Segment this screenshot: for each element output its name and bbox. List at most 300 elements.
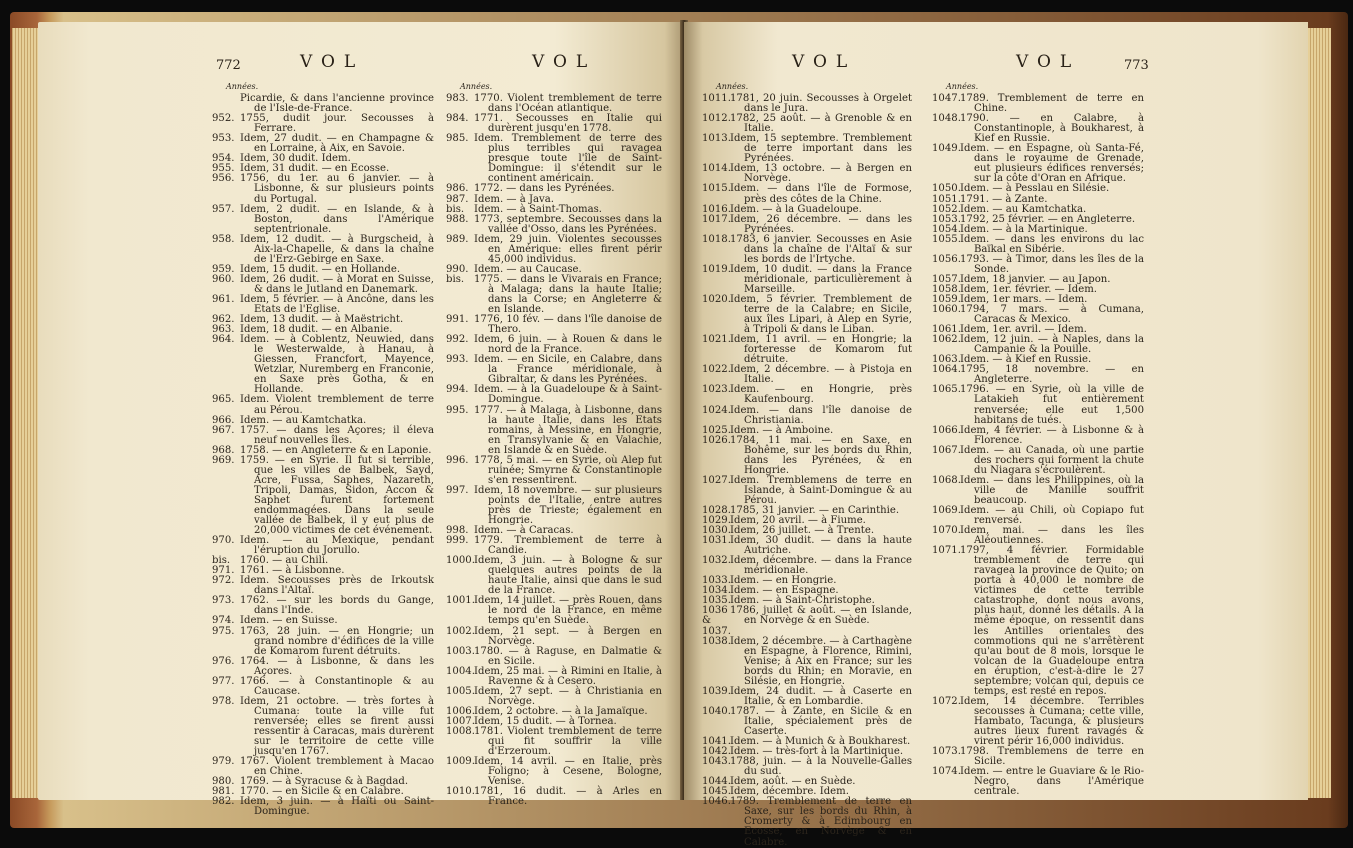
entry-text: 1788, juin. — à la Nouvelle-Galles du sud. (730, 756, 912, 778)
entry-text: Idem. Violent tremblement de terre au Pérou. (240, 394, 434, 416)
entry-number: 1025. (702, 424, 731, 436)
entry (702, 707, 912, 737)
entry-number: 979. (212, 756, 235, 768)
entry-number: 1036 & 1037. (702, 605, 731, 637)
entry-text: Idem. — à Munich & à Boukharest. (730, 736, 911, 748)
entry-number: 1062. (932, 334, 961, 346)
entry-text: 1764. — à Lisbonne, & dans les Açores. (240, 655, 434, 677)
entry (212, 627, 434, 657)
entry-text: 1779. Tremblement de terre à Candie. (474, 535, 662, 557)
entry-text: Idem, 4 février. — à Lisbonne & à Florence. (960, 424, 1144, 446)
entry (702, 385, 912, 405)
entry (446, 335, 662, 355)
entry-number: 1033. (702, 575, 731, 587)
entry (446, 134, 662, 184)
entry-text: 1797, 4 février. Formidable tremblement de terre qui ravagea la province de Quito; on porta à 40,000 le nombre de victimes de cette terrible catastrophe, dont nous avons, plus haut, donné les détails. A la même époque, on ressentit dans les Antilles orientales des commotions qui ne s'arrêtèrent qu'au bout de 8 mois, lorsque le volcan de la Guadeloupe entra en éruption, c'est-à-dire le 27 septembre; volcan qui, depuis ce temps, est resté en repos. (960, 545, 1144, 697)
entry-text: Idem. — à la Guadeloupe & à Saint-Domingue. (474, 384, 662, 406)
entry-text: Idem, 2 décembre. — à Pistoja en Italie. (730, 364, 912, 386)
entry-text: 1770. Violent tremblement de terre dans l'Océan atlantique. (474, 93, 662, 115)
entry-number: 1064. (932, 364, 961, 376)
entry (932, 546, 1144, 697)
entry (932, 526, 1144, 546)
entry-number: 1052. (932, 203, 961, 215)
entry-number: 984. (446, 113, 469, 125)
entry-number: 1058. (932, 283, 961, 295)
entry-number: 1019. (702, 263, 731, 275)
entry-number: 992. (446, 334, 469, 346)
entry (932, 767, 1144, 797)
entry (932, 697, 1144, 747)
entry-number: 1005. (446, 685, 475, 697)
entry (446, 456, 662, 486)
entry-number: 1042. (702, 746, 731, 758)
entry-text: Idem, 30 dudit. Idem. (240, 153, 351, 165)
entry-text: 1790. — en Calabre, à Constantinople, à Boukharest, à Kief en Russie. (960, 113, 1144, 145)
entry (446, 647, 662, 667)
entry-text: Idem. — au Caucase. (474, 263, 582, 275)
entry-text: Idem. — dans l'île danoise de Christiania. (730, 404, 912, 426)
entry-number: 1004. (446, 665, 475, 677)
entry (446, 556, 662, 596)
entry (702, 556, 912, 576)
entry-number: 952. (212, 113, 235, 125)
entry (702, 235, 912, 265)
entry-number: 1003. (446, 645, 475, 657)
entry-text: Idem, 12 juin. — à Naples, dans la Campanie & la Pouille. (960, 334, 1144, 356)
column-heading-annees: Années. (946, 82, 979, 91)
entry-text: Idem, 18 janvier. — au Japon. (960, 273, 1111, 285)
entry-text: Idem. Secousses près de Irkoutsk dans l'Altaï. (240, 575, 434, 597)
entry-text: 1798. Tremblemens de terre en Sicile. (960, 746, 1144, 768)
entry-text: 1773, septembre. Secousses dans la vallée d'Osso, dans les Pyrénées. (474, 213, 662, 235)
entry-number: 1045. (702, 786, 731, 798)
entry-number: 1056. (932, 253, 961, 265)
entry-text: Idem, 25 mai. — à Rimini en Italie, à Ravenne & à Cesero. (474, 665, 662, 687)
entry (446, 627, 662, 647)
entry-text: Idem, 3 juin. — à Haïti ou Saint-Domingue. (240, 796, 434, 818)
entry (446, 536, 662, 556)
entry-number: 976. (212, 655, 235, 667)
column-1 (212, 82, 434, 817)
entry-number: 1010. (446, 786, 475, 798)
entry-number: 1013. (702, 133, 731, 145)
entry (932, 335, 1144, 355)
left-page-edges (12, 28, 38, 798)
left-page (38, 22, 684, 818)
entry-number: 955. (212, 163, 235, 175)
entry-text: 1783, 6 janvier. Secousses en Asie dans la chaîne de l'Altaï & sur les bords de l'Irtyche. (730, 233, 912, 265)
entry (212, 94, 434, 114)
entry (446, 385, 662, 405)
entry-number: 1072. (932, 695, 961, 707)
entry-text: Idem, août. — en Suède. (730, 776, 856, 788)
entry-text: 1780. — à Raguse, en Dalmatie & en Sicile. (474, 645, 662, 667)
entry-text: Idem, 15 septembre. Tremblement de terre important dans les Pyrénées. (730, 133, 912, 165)
entry-number: 957. (212, 203, 235, 215)
entry (702, 797, 912, 847)
entry (212, 205, 434, 235)
column-3 (702, 82, 912, 848)
entry-number: 985. (446, 133, 469, 145)
entry (932, 144, 1144, 184)
entry-text: Idem. — au Chili, où Copiapo fut renversé. (960, 504, 1144, 527)
entry-text: 1793. — à Timor, dans les îles de la Sonde. (960, 253, 1144, 275)
entry-text: Idem, 5 février. — à Ancône, dans les Etats de l'Eglise. (240, 293, 434, 316)
entry-number: 1066. (932, 424, 961, 436)
entry-number: 1027. (702, 474, 731, 486)
entry-number: 971. (212, 565, 235, 577)
entry-number: 975. (212, 625, 235, 637)
entry (446, 215, 662, 235)
entry-number: bis. (446, 203, 465, 215)
entry-number: 1022. (702, 364, 731, 376)
entry-text: 1772. — dans les Pyrénées. (474, 183, 615, 195)
entry (446, 315, 662, 335)
right-running-head: VOL (792, 52, 857, 72)
entry-number: 1057. (932, 273, 961, 285)
entry-number: 1061. (932, 324, 961, 336)
entry-text: Idem, 2 octobre. — à la Jamaïque. (474, 705, 648, 717)
entry (932, 506, 1144, 526)
entry (212, 797, 434, 817)
entry-number: 998. (446, 525, 469, 537)
entry-number: 1053. (932, 213, 961, 225)
entry-number: 966. (212, 414, 235, 426)
entry-number: 1043. (702, 756, 731, 768)
entry (702, 265, 912, 295)
entry-text: Idem, 20 avril. — à Fiume. (730, 515, 866, 527)
entry-text: Idem, 2 dudit. — en Islande, & à Boston, dans l'Amérique septentrionale. (240, 203, 434, 235)
entry-number: 1063. (932, 354, 961, 366)
entry-number: 1028. (702, 504, 731, 516)
left-running-head-2: VOL (532, 52, 597, 72)
entry-number: 960. (212, 273, 235, 285)
entry-text: 1776, 10 fév. — dans l'île danoise de Thero. (474, 314, 662, 336)
entry-number: 988. (446, 213, 469, 225)
entry-text: Idem, 18 dudit. — en Albanie. (240, 324, 393, 336)
entry (932, 365, 1144, 385)
entry-number: 1055. (932, 233, 961, 245)
entry-number: 1024. (702, 404, 731, 416)
entry-text: Idem. — à Amboine. (730, 424, 834, 436)
entry-text: 1762. — sur les bords du Gange, dans l'Inde. (240, 595, 434, 617)
entry-text: 1755, dudit jour. Secousses à Ferrare. (240, 113, 434, 135)
entry (212, 395, 434, 415)
entry (212, 134, 434, 154)
entry-text: 1770. — en Sicile & en Calabre. (240, 786, 404, 798)
entry-text: Idem. — à la Martinique. (960, 223, 1088, 235)
entry (446, 406, 662, 456)
entry-text: Idem. Tremblemens de terre en Islande, à Saint-Domingue & au Pérou. (730, 474, 912, 506)
entry-number: 1073. (932, 746, 961, 758)
entry-text: Idem, mai. — dans les îles Aléoutiennes. (960, 525, 1144, 547)
entry-number: bis. (446, 273, 465, 285)
entry-number: 1074. (932, 766, 961, 778)
entry (702, 637, 912, 687)
entry-text: 1785, 31 janvier. — en Carinthie. (730, 504, 900, 516)
entry-number: 1046. (702, 796, 731, 808)
entry-text: 1792, 25 février. — en Angleterre. (960, 213, 1136, 225)
column-4 (932, 82, 1144, 797)
entry (702, 335, 912, 365)
entry-text: 1777. — à Malaga, à Lisbonne, dans la haute Italie, dans les Etats romains, à Messine, en Hongrie, en Transylvanie & en Valachie, en Islande & en Suède. (474, 404, 662, 456)
entry-number: 1050. (932, 183, 961, 195)
entry-text: Idem. — en Espagne. (730, 585, 839, 597)
left-page-number: 772 (216, 58, 241, 73)
entry (446, 596, 662, 626)
entry-number: 999. (446, 535, 469, 547)
entry-number: 1007. (446, 715, 475, 727)
entry-text: 1767. Violent tremblement à Macao en Chine. (240, 756, 434, 778)
entry-number: 980. (212, 776, 235, 788)
entry (446, 667, 662, 687)
entry-text: Idem. — au Canada, où une partie des rochers qui forment la chute du Niagara s'écroulèrent. (960, 444, 1144, 476)
entry-number: 990. (446, 263, 469, 275)
entry-text: 1781. Violent tremblement de terre qui fit souffrir la ville d'Erzeroum. (474, 726, 662, 758)
entry (932, 305, 1144, 325)
entry-text: Idem, 1er. février. — Idem. (960, 283, 1098, 295)
entry-text: Idem, 14 juillet. — près Rouen, dans le nord de la France, en même temps qu'en Suède. (474, 595, 662, 627)
entry-number: 1035. (702, 595, 731, 607)
entry (212, 275, 434, 295)
entry-text: Idem, 14 avril. — en Italie, près Foligno; à Cesene, Bologne, Venise. (474, 756, 662, 788)
entry-number: 1047. (932, 93, 961, 105)
entry-number: 1070. (932, 525, 961, 537)
entry-text: Idem. — à Pesslau en Silésie. (960, 183, 1110, 195)
entry-text: Idem, 6 juin. — à Rouen & dans le nord de la France. (474, 334, 662, 356)
entry-text: Idem. — dans les Philippines, où la ville de Manille souffrit beaucoup. (960, 474, 1144, 506)
entry-text: 1757. — dans les Açores; il éleva neuf nouvelles îles. (240, 424, 434, 446)
entry-number: 970. (212, 535, 235, 547)
entry-number: 1034. (702, 585, 731, 597)
entry (212, 426, 434, 446)
entry-number: 983. (446, 93, 469, 105)
entry-text: Idem. — à Saint-Thomas. (474, 203, 602, 215)
entry (932, 114, 1144, 144)
entry-text: Idem. — très-fort à la Martinique. (730, 746, 904, 758)
entry-text: Idem, 10 dudit. — dans la France méridionale, particulièrement à Marseille. (730, 263, 912, 295)
entry-text: 1796. — en Syrie, où la ville de Latakieh fut entièrement renversée; elle eut 1,500 habitans de tués. (960, 384, 1144, 426)
entry (702, 365, 912, 385)
entry (702, 184, 912, 204)
entry-number: 978. (212, 695, 235, 707)
entry (212, 657, 434, 677)
entry (702, 164, 912, 184)
entry (446, 184, 662, 194)
entry-number: 995. (446, 404, 469, 416)
entry-number: 989. (446, 233, 469, 245)
entry-text: Idem. — en Sicile, en Calabre, dans la France méridionale, à Gibraltar, & dans les Pyrénées. (474, 354, 662, 386)
entry (446, 355, 662, 385)
entry-number: 1020. (702, 293, 731, 305)
entry-text: 1789. Tremblement de terre en Saxe, sur les bords du Rhin, à Cromerty & à Edimbourg en Ecosse, en Norvège & en Calabre. (730, 796, 912, 848)
entry-text: Idem, 27 dudit. — en Champagne & en Lorraine, à Aix, en Savoie. (240, 133, 434, 155)
entry-number: 1071. (932, 545, 961, 557)
column-heading-annees: Années. (460, 82, 493, 91)
entry (702, 406, 912, 426)
entry-text: Idem, 27 sept. — à Christiania en Norvège. (474, 685, 662, 707)
entry (702, 536, 912, 556)
entry (932, 446, 1144, 476)
entry (702, 436, 912, 476)
entry-number: 996. (446, 454, 469, 466)
entry-number: 1048. (932, 113, 961, 125)
entry (702, 94, 912, 114)
entry-text: 1782, 25 août. — à Grenoble & en Italie. (730, 113, 912, 135)
entry-text: Idem, 26 dudit. — à Morat en Suisse, & dans le Jutland en Danemark. (240, 273, 434, 295)
entry-number: 1017. (702, 213, 731, 225)
entry-text: Idem. — dans les environs du lac Baïkal en Sibérie. (960, 233, 1144, 255)
entry-number: 997. (446, 484, 469, 496)
entry-text: Idem. — à Saint-Christophe. (730, 595, 875, 607)
entry-text: Idem. — en Hongrie. (730, 575, 837, 587)
entry (446, 787, 662, 807)
entry-text: Picardie, & dans l'ancienne province de l'Isle-de-France. (240, 93, 434, 115)
entry (932, 385, 1144, 425)
entry (446, 235, 662, 265)
entry-text: Idem. — à la Guadeloupe. (730, 203, 862, 215)
entry-text: Idem. — au Kamtchatka. (240, 414, 367, 426)
entry-text: Idem, 14 décembre. Terribles secousses à Cumana; cette ville, Hambato, Tacunga, & plusieurs autres lieux furent ravagés & virent périr 16,000 individus. (960, 695, 1144, 748)
entry-text: Idem, 18 novembre. — sur plusieurs points de l'Italie, entre autres près de Trieste; également en Hongrie. (474, 484, 662, 527)
entry (446, 687, 662, 707)
entry (212, 456, 434, 536)
entry (446, 94, 662, 114)
entry-text: Idem, 13 dudit. — à Maëstricht. (240, 314, 404, 326)
entry-text: 1769. — à Syracuse & à Bagdad. (240, 776, 409, 788)
entry-number: 1012. (702, 113, 731, 125)
entry-text: Idem. — au Mexique, pendant l'éruption du Jorullo. (240, 535, 434, 557)
right-page-number: 773 (1124, 58, 1149, 73)
entry-text: Idem, 21 sept. — à Bergen en Norvège. (474, 625, 662, 647)
entry-text: 1786, juillet & août. — en Islande, en Norvège & en Suède. (730, 605, 912, 627)
entry-number: 1018. (702, 233, 731, 245)
entry-number: 961. (212, 293, 235, 305)
entry-text: Idem. — à Caracas. (474, 525, 574, 537)
entry-text: 1794, 7 mars. — à Cumana, Caracas & Mexico. (960, 304, 1144, 326)
entry-number: 1040. (702, 705, 731, 717)
entry (212, 697, 434, 757)
entry-text: Idem, 24 dudit. — à Caserte en Italie, & en Lombardie. (730, 685, 912, 707)
entry-number: bis. (212, 555, 231, 567)
column-heading-annees: Années. (226, 82, 259, 91)
entry-number: 953. (212, 133, 235, 145)
entry-number: 991. (446, 314, 469, 326)
entry-text: Idem, décembre. — dans la France méridionale. (730, 555, 912, 577)
entry-number: 969. (212, 454, 235, 466)
entry-text: 1775. — dans le Vivarais en France; à Malaga; dans la haute Italie; dans la Corse; en Angleterre & en Islande. (474, 273, 662, 316)
entry (212, 114, 434, 134)
entry-text: 1784, 11 mai. — en Saxe, en Bohême, sur les bords du Rhin, dans les Pyrénées, & en Hongrie. (730, 434, 912, 476)
entry-number: 1006. (446, 705, 475, 717)
entry-number: 994. (446, 384, 469, 396)
entry-text: Idem, 26 décembre. — dans les Pyrénées. (730, 213, 912, 235)
entry (702, 476, 912, 506)
entry-number: 1051. (932, 193, 961, 205)
entry-number: 1030. (702, 525, 731, 537)
entry (932, 747, 1144, 767)
entry-text: 1791. — à Zante. (960, 193, 1048, 205)
entry-text: 1795, 18 novembre. — en Angleterre. (960, 364, 1144, 386)
entry-number: 1011. (702, 93, 731, 105)
entry-text: Idem, décembre. Idem. (730, 786, 849, 798)
entry-number: 972. (212, 575, 235, 587)
entry-number: 987. (446, 193, 469, 205)
entry-number: 1002. (446, 625, 475, 637)
entry (212, 174, 434, 204)
entry-text: 1760. — au Chili. (240, 555, 329, 567)
entry-number: 1001. (446, 595, 475, 607)
column-heading-annees: Années. (716, 82, 749, 91)
entry-text: Idem, 26 juillet. — à Trente. (730, 525, 875, 537)
entry-text: Idem. — à Coblentz, Neuwied, dans le Westerwalde, à Hanau, à Giessen, Francfort, Mayence, Wetzlar, Nuremberg en Franconie, en Saxe près Gotha, & en Hollande. (240, 334, 434, 396)
entry-number: 1016. (702, 203, 731, 215)
entry-text: Idem, 21 octobre. — très fortes à Cumana: toute la ville fut renversée; elles se firent aussi ressentir à Caracas, mais durèrent sur le territoire de cette ville jusqu'en 1767. (240, 695, 434, 758)
entry-text: 1787. — à Zante, en Sicile & en Italie, spécialement près de Caserte. (730, 705, 912, 737)
entry-text: Idem. — en Suisse. (240, 615, 338, 627)
entry-text: Idem. — entre le Guaviare & le Rio-Negro, dans l'Amérique centrale. (960, 766, 1144, 798)
entry-text: Idem. — dans l'île de Formose, près des côtes de la Chine. (730, 183, 912, 205)
entry-text: 1759. — en Syrie. Il fut si terrible, que les villes de Balbek, Sayd, Acre, Fussa, Saphes, Nazareth, Tripoli, Damas, Sidon, Accon & Saphet furent fortement endommagées. Dans la seule vallée de Balbek, il y eut plus de 20,000 victimes de cet événement. (240, 454, 434, 537)
entry-number: 1015. (702, 183, 731, 195)
entry (932, 184, 1144, 194)
entry-number: 964. (212, 334, 235, 346)
entry-text: Idem, 13 octobre. — à Bergen en Norvège. (730, 163, 912, 185)
entry-number: 968. (212, 444, 235, 456)
entry-text: Idem, 3 juin. — à Bologne & sur quelques autres points de la haute Italie, ainsi que dans le sud de la France. (474, 555, 662, 597)
entry (446, 727, 662, 757)
entry-number: 1023. (702, 384, 731, 396)
entry-number: 1029. (702, 515, 731, 527)
entry-text: Idem. — en Hongrie, près Kaufenbourg. (730, 384, 912, 406)
entry-number: 963. (212, 324, 235, 336)
entry (212, 596, 434, 616)
entry (212, 235, 434, 265)
entry-number: 962. (212, 314, 235, 326)
entry (446, 114, 662, 134)
entry-text: 1766. — à Constantinople & au Caucase. (240, 675, 434, 697)
entry (702, 134, 912, 164)
entry-number: 1008. (446, 726, 475, 737)
entry-number: 1068. (932, 474, 961, 486)
entry-number: 1041. (702, 736, 731, 748)
entry-number: 1021. (702, 334, 731, 346)
entry (932, 255, 1144, 275)
entry-text: Idem. — au Kamtchatka. (960, 203, 1087, 215)
entry (702, 215, 912, 235)
entry (932, 235, 1144, 255)
entry-number: 1069. (932, 504, 961, 516)
entry (212, 757, 434, 777)
entry-text: Idem, 15 dudit. — en Hollande. (240, 263, 401, 275)
entry (702, 114, 912, 134)
entry-text: Idem, 11 avril. — en Hongrie; la forteresse de Komarom fut détruite. (730, 334, 912, 366)
entry-text: 1763, 28 juin. — en Hongrie; un grand nombre d'édifices de la ville de Komarom furent détruits. (240, 625, 434, 657)
entry-text: Idem, 29 juin. Violentes secousses en Amérique: elles firent périr 45,000 individus. (474, 233, 662, 265)
entry-text: Idem, 2 décembre. — à Carthagène en Espagne, à Florence, Rimini, Venise; à Aix en France; sur les bords du Rhin; en Moravie, en Silésie, en Hongrie. (730, 635, 912, 687)
entry (212, 335, 434, 395)
entry-number: 1026. (702, 434, 731, 446)
entry-number: 967. (212, 424, 235, 436)
entry-text: 1781, 20 juin. Secousses à Orgelet dans le Jura. (730, 93, 912, 115)
entry-number: 973. (212, 595, 235, 607)
entry-text: Idem. — à Kief en Russie. (960, 354, 1092, 366)
right-page (684, 22, 1308, 848)
entry-text: Idem, 12 dudit. — à Burgscheid, à Aix-la-Chapelle, & dans la chaîne de l'Erz-Gebirge en Saxe. (240, 233, 434, 265)
entry-text: 1761. — à Lisbonne. (240, 565, 345, 577)
entry-number: 1032. (702, 555, 731, 567)
entry-number: 1044. (702, 776, 731, 788)
